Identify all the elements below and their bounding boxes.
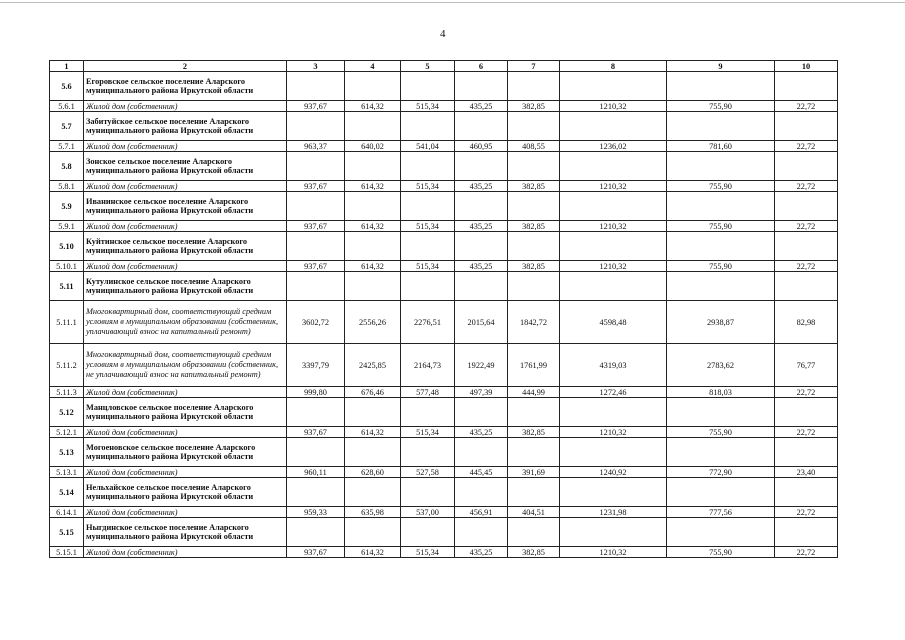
empty-cell xyxy=(345,72,401,101)
empty-cell xyxy=(667,398,775,427)
value-cell: 82,98 xyxy=(775,301,838,344)
empty-cell xyxy=(775,112,838,141)
empty-cell xyxy=(345,152,401,181)
column-header: 6 xyxy=(455,61,508,72)
table-row xyxy=(50,101,838,112)
empty-cell xyxy=(287,72,345,101)
table-row xyxy=(50,427,838,438)
empty-cell xyxy=(401,72,455,101)
empty-cell xyxy=(345,192,401,221)
table-row xyxy=(50,261,838,272)
value-cell: 435,25 xyxy=(455,101,508,112)
empty-cell xyxy=(667,192,775,221)
empty-cell xyxy=(508,478,560,507)
value-cell: 382,85 xyxy=(508,547,560,558)
dwelling-type: Многоквартирный дом, соответствующий средним условиям в муниципальном образовании (собственник, уплачивающий взнос на капитальный ремонт) xyxy=(84,301,287,344)
value-cell: 2783,62 xyxy=(667,344,775,387)
table-row xyxy=(50,301,838,344)
table-row xyxy=(50,141,838,152)
empty-cell xyxy=(508,272,560,301)
table-row xyxy=(50,344,838,387)
empty-cell xyxy=(667,438,775,467)
value-cell: 1761,99 xyxy=(508,344,560,387)
value-cell: 382,85 xyxy=(508,181,560,192)
empty-cell xyxy=(401,518,455,547)
empty-cell xyxy=(667,478,775,507)
value-cell: 1272,46 xyxy=(560,387,667,398)
value-cell: 22,72 xyxy=(775,547,838,558)
section-row xyxy=(50,438,838,467)
empty-cell xyxy=(560,152,667,181)
empty-cell xyxy=(508,398,560,427)
dwelling-type: Жилой дом (собственник) xyxy=(84,427,287,438)
dwelling-type: Жилой дом (собственник) xyxy=(84,181,287,192)
value-cell: 2938,87 xyxy=(667,301,775,344)
value-cell: 577,48 xyxy=(401,387,455,398)
value-cell: 435,25 xyxy=(455,221,508,232)
row-number: 5.9 xyxy=(50,192,84,221)
value-cell: 515,34 xyxy=(401,181,455,192)
value-cell: 515,34 xyxy=(401,427,455,438)
table-row xyxy=(50,467,838,478)
empty-cell xyxy=(455,518,508,547)
empty-cell xyxy=(345,398,401,427)
value-cell: 1210,32 xyxy=(560,181,667,192)
row-number: 5.13 xyxy=(50,438,84,467)
value-cell: 960,11 xyxy=(287,467,345,478)
empty-cell xyxy=(287,398,345,427)
empty-cell xyxy=(560,478,667,507)
empty-cell xyxy=(345,112,401,141)
value-cell: 2164,73 xyxy=(401,344,455,387)
row-number: 5.10 xyxy=(50,232,84,261)
empty-cell xyxy=(287,112,345,141)
column-header: 3 xyxy=(287,61,345,72)
page-top-rule xyxy=(0,2,905,3)
empty-cell xyxy=(455,478,508,507)
settlement-name: Куйтинское сельское поселение Аларского муниципального района Иркутской области xyxy=(84,232,287,261)
value-cell: 22,72 xyxy=(775,141,838,152)
value-cell: 515,34 xyxy=(401,261,455,272)
dwelling-type: Жилой дом (собственник) xyxy=(84,467,287,478)
column-header: 9 xyxy=(667,61,775,72)
row-number: 5.8 xyxy=(50,152,84,181)
empty-cell xyxy=(667,518,775,547)
value-cell: 1240,92 xyxy=(560,467,667,478)
row-number: 5.12 xyxy=(50,398,84,427)
empty-cell xyxy=(345,478,401,507)
value-cell: 22,72 xyxy=(775,221,838,232)
value-cell: 22,72 xyxy=(775,387,838,398)
empty-cell xyxy=(287,232,345,261)
empty-cell xyxy=(401,398,455,427)
section-row xyxy=(50,232,838,261)
empty-cell xyxy=(345,518,401,547)
value-cell: 408,55 xyxy=(508,141,560,152)
row-number: 5.11.2 xyxy=(50,344,84,387)
value-cell: 537,00 xyxy=(401,507,455,518)
value-cell: 937,67 xyxy=(287,181,345,192)
column-header: 2 xyxy=(84,61,287,72)
dwelling-type: Жилой дом (собственник) xyxy=(84,141,287,152)
empty-cell xyxy=(455,152,508,181)
empty-cell xyxy=(508,112,560,141)
header-row xyxy=(50,61,838,72)
empty-cell xyxy=(455,232,508,261)
value-cell: 614,32 xyxy=(345,547,401,558)
row-number: 5.10.1 xyxy=(50,261,84,272)
page-number: 4 xyxy=(440,28,446,40)
row-number: 5.11 xyxy=(50,272,84,301)
row-number: 5.14 xyxy=(50,478,84,507)
value-cell: 404,51 xyxy=(508,507,560,518)
empty-cell xyxy=(401,438,455,467)
value-cell: 1210,32 xyxy=(560,101,667,112)
row-number: 5.7 xyxy=(50,112,84,141)
empty-cell xyxy=(345,232,401,261)
value-cell: 676,46 xyxy=(345,387,401,398)
column-header: 5 xyxy=(401,61,455,72)
table-row xyxy=(50,221,838,232)
row-number: 5.11.3 xyxy=(50,387,84,398)
value-cell: 22,72 xyxy=(775,261,838,272)
settlement-name: Нельхайское сельское поселение Аларского муниципального района Иркутской области xyxy=(84,478,287,507)
value-cell: 527,58 xyxy=(401,467,455,478)
table-body xyxy=(50,61,838,558)
dwelling-type: Жилой дом (собственник) xyxy=(84,547,287,558)
section-row xyxy=(50,272,838,301)
empty-cell xyxy=(455,438,508,467)
column-header: 1 xyxy=(50,61,84,72)
empty-cell xyxy=(775,398,838,427)
section-row xyxy=(50,518,838,547)
empty-cell xyxy=(560,518,667,547)
dwelling-type: Жилой дом (собственник) xyxy=(84,387,287,398)
empty-cell xyxy=(775,72,838,101)
settlement-name: Егоровское сельское поселение Аларского муниципального района Иркутской области xyxy=(84,72,287,101)
value-cell: 2425,85 xyxy=(345,344,401,387)
empty-cell xyxy=(401,192,455,221)
empty-cell xyxy=(775,272,838,301)
value-cell: 614,32 xyxy=(345,261,401,272)
value-cell: 635,98 xyxy=(345,507,401,518)
value-cell: 515,34 xyxy=(401,221,455,232)
empty-cell xyxy=(401,112,455,141)
empty-cell xyxy=(455,398,508,427)
value-cell: 444,99 xyxy=(508,387,560,398)
empty-cell xyxy=(508,438,560,467)
value-cell: 2276,51 xyxy=(401,301,455,344)
empty-cell xyxy=(775,232,838,261)
row-number: 5.9.1 xyxy=(50,221,84,232)
row-number: 5.12.1 xyxy=(50,427,84,438)
value-cell: 445,45 xyxy=(455,467,508,478)
empty-cell xyxy=(508,518,560,547)
value-cell: 2015,64 xyxy=(455,301,508,344)
empty-cell xyxy=(667,112,775,141)
value-cell: 1842,72 xyxy=(508,301,560,344)
dwelling-type: Жилой дом (собственник) xyxy=(84,221,287,232)
value-cell: 435,25 xyxy=(455,547,508,558)
empty-cell xyxy=(287,192,345,221)
empty-cell xyxy=(775,518,838,547)
row-number: 5.11.1 xyxy=(50,301,84,344)
empty-cell xyxy=(345,272,401,301)
value-cell: 755,90 xyxy=(667,221,775,232)
value-cell: 937,67 xyxy=(287,261,345,272)
empty-cell xyxy=(560,112,667,141)
table-row xyxy=(50,547,838,558)
value-cell: 497,39 xyxy=(455,387,508,398)
value-cell: 937,67 xyxy=(287,221,345,232)
section-row xyxy=(50,72,838,101)
value-cell: 1210,32 xyxy=(560,261,667,272)
empty-cell xyxy=(345,438,401,467)
dwelling-type: Жилой дом (собственник) xyxy=(84,101,287,112)
settlement-name: Манцловское сельское поселение Аларского муниципального района Иркутской области xyxy=(84,398,287,427)
empty-cell xyxy=(508,232,560,261)
empty-cell xyxy=(401,232,455,261)
value-cell: 23,40 xyxy=(775,467,838,478)
empty-cell xyxy=(560,232,667,261)
value-cell: 1210,32 xyxy=(560,221,667,232)
value-cell: 382,85 xyxy=(508,101,560,112)
empty-cell xyxy=(455,192,508,221)
empty-cell xyxy=(560,72,667,101)
value-cell: 1922,49 xyxy=(455,344,508,387)
value-cell: 382,85 xyxy=(508,427,560,438)
empty-cell xyxy=(287,272,345,301)
value-cell: 614,32 xyxy=(345,427,401,438)
empty-cell xyxy=(775,192,838,221)
value-cell: 382,85 xyxy=(508,261,560,272)
value-cell: 1231,98 xyxy=(560,507,667,518)
empty-cell xyxy=(667,152,775,181)
value-cell: 614,32 xyxy=(345,101,401,112)
value-cell: 937,67 xyxy=(287,547,345,558)
empty-cell xyxy=(560,272,667,301)
value-cell: 937,67 xyxy=(287,427,345,438)
value-cell: 755,90 xyxy=(667,547,775,558)
value-cell: 391,69 xyxy=(508,467,560,478)
empty-cell xyxy=(287,518,345,547)
value-cell: 755,90 xyxy=(667,261,775,272)
value-cell: 22,72 xyxy=(775,181,838,192)
empty-cell xyxy=(455,72,508,101)
settlement-name: Забитуйское сельское поселение Аларского муниципального района Иркутской области xyxy=(84,112,287,141)
value-cell: 818,03 xyxy=(667,387,775,398)
value-cell: 772,90 xyxy=(667,467,775,478)
value-cell: 640,02 xyxy=(345,141,401,152)
empty-cell xyxy=(508,192,560,221)
settlement-name: Иванинское сельское поселение Аларского муниципального района Иркутской области xyxy=(84,192,287,221)
empty-cell xyxy=(401,152,455,181)
value-cell: 22,72 xyxy=(775,101,838,112)
value-cell: 435,25 xyxy=(455,427,508,438)
value-cell: 4319,03 xyxy=(560,344,667,387)
value-cell: 999,80 xyxy=(287,387,345,398)
column-header: 10 xyxy=(775,61,838,72)
row-number: 5.6.1 xyxy=(50,101,84,112)
empty-cell xyxy=(508,152,560,181)
value-cell: 3602,72 xyxy=(287,301,345,344)
value-cell: 959,33 xyxy=(287,507,345,518)
empty-cell xyxy=(560,192,667,221)
value-cell: 76,77 xyxy=(775,344,838,387)
empty-cell xyxy=(775,152,838,181)
empty-cell xyxy=(667,72,775,101)
row-number: 5.15 xyxy=(50,518,84,547)
column-header: 4 xyxy=(345,61,401,72)
value-cell: 2556,26 xyxy=(345,301,401,344)
tariff-table xyxy=(49,60,838,558)
column-header: 7 xyxy=(508,61,560,72)
value-cell: 22,72 xyxy=(775,507,838,518)
dwelling-type: Жилой дом (собственник) xyxy=(84,507,287,518)
empty-cell xyxy=(667,232,775,261)
row-number: 5.7.1 xyxy=(50,141,84,152)
empty-cell xyxy=(401,272,455,301)
empty-cell xyxy=(401,478,455,507)
value-cell: 614,32 xyxy=(345,221,401,232)
value-cell: 435,25 xyxy=(455,181,508,192)
section-row xyxy=(50,112,838,141)
empty-cell xyxy=(287,152,345,181)
dwelling-type: Жилой дом (собственник) xyxy=(84,261,287,272)
value-cell: 963,37 xyxy=(287,141,345,152)
table-row xyxy=(50,507,838,518)
value-cell: 755,90 xyxy=(667,101,775,112)
value-cell: 937,67 xyxy=(287,101,345,112)
value-cell: 4598,48 xyxy=(560,301,667,344)
value-cell: 541,04 xyxy=(401,141,455,152)
empty-cell xyxy=(455,112,508,141)
settlement-name: Ныгдинское сельское поселение Аларского муниципального района Иркутской области xyxy=(84,518,287,547)
value-cell: 1210,32 xyxy=(560,427,667,438)
value-cell: 628,60 xyxy=(345,467,401,478)
value-cell: 755,90 xyxy=(667,427,775,438)
value-cell: 515,34 xyxy=(401,101,455,112)
section-row xyxy=(50,398,838,427)
value-cell: 435,25 xyxy=(455,261,508,272)
section-row xyxy=(50,192,838,221)
value-cell: 3397,79 xyxy=(287,344,345,387)
value-cell: 1236,02 xyxy=(560,141,667,152)
empty-cell xyxy=(775,438,838,467)
value-cell: 22,72 xyxy=(775,427,838,438)
settlement-name: Зонское сельское поселение Аларского муниципального района Иркутской области xyxy=(84,152,287,181)
value-cell: 614,32 xyxy=(345,181,401,192)
row-number: 5.8.1 xyxy=(50,181,84,192)
empty-cell xyxy=(508,72,560,101)
settlement-name: Кутулинское сельское поселение Аларского муниципального района Иркутской области xyxy=(84,272,287,301)
value-cell: 777,56 xyxy=(667,507,775,518)
value-cell: 1210,32 xyxy=(560,547,667,558)
value-cell: 515,34 xyxy=(401,547,455,558)
table-row xyxy=(50,387,838,398)
row-number: 6.14.1 xyxy=(50,507,84,518)
empty-cell xyxy=(667,272,775,301)
empty-cell xyxy=(287,478,345,507)
dwelling-type: Многоквартирный дом, соответствующий средним условиям в муниципальном образовании (собственник, не уплачивающий взнос на капитальный ремонт) xyxy=(84,344,287,387)
row-number: 5.13.1 xyxy=(50,467,84,478)
row-number: 5.15.1 xyxy=(50,547,84,558)
value-cell: 755,90 xyxy=(667,181,775,192)
section-row xyxy=(50,152,838,181)
table-row xyxy=(50,181,838,192)
value-cell: 382,85 xyxy=(508,221,560,232)
empty-cell xyxy=(775,478,838,507)
value-cell: 460,95 xyxy=(455,141,508,152)
empty-cell xyxy=(560,398,667,427)
settlement-name: Могоеновское сельское поселение Аларского муниципального района Иркутской области xyxy=(84,438,287,467)
row-number: 5.6 xyxy=(50,72,84,101)
empty-cell xyxy=(560,438,667,467)
value-cell: 781,60 xyxy=(667,141,775,152)
empty-cell xyxy=(455,272,508,301)
empty-cell xyxy=(287,438,345,467)
value-cell: 456,91 xyxy=(455,507,508,518)
section-row xyxy=(50,478,838,507)
column-header: 8 xyxy=(560,61,667,72)
